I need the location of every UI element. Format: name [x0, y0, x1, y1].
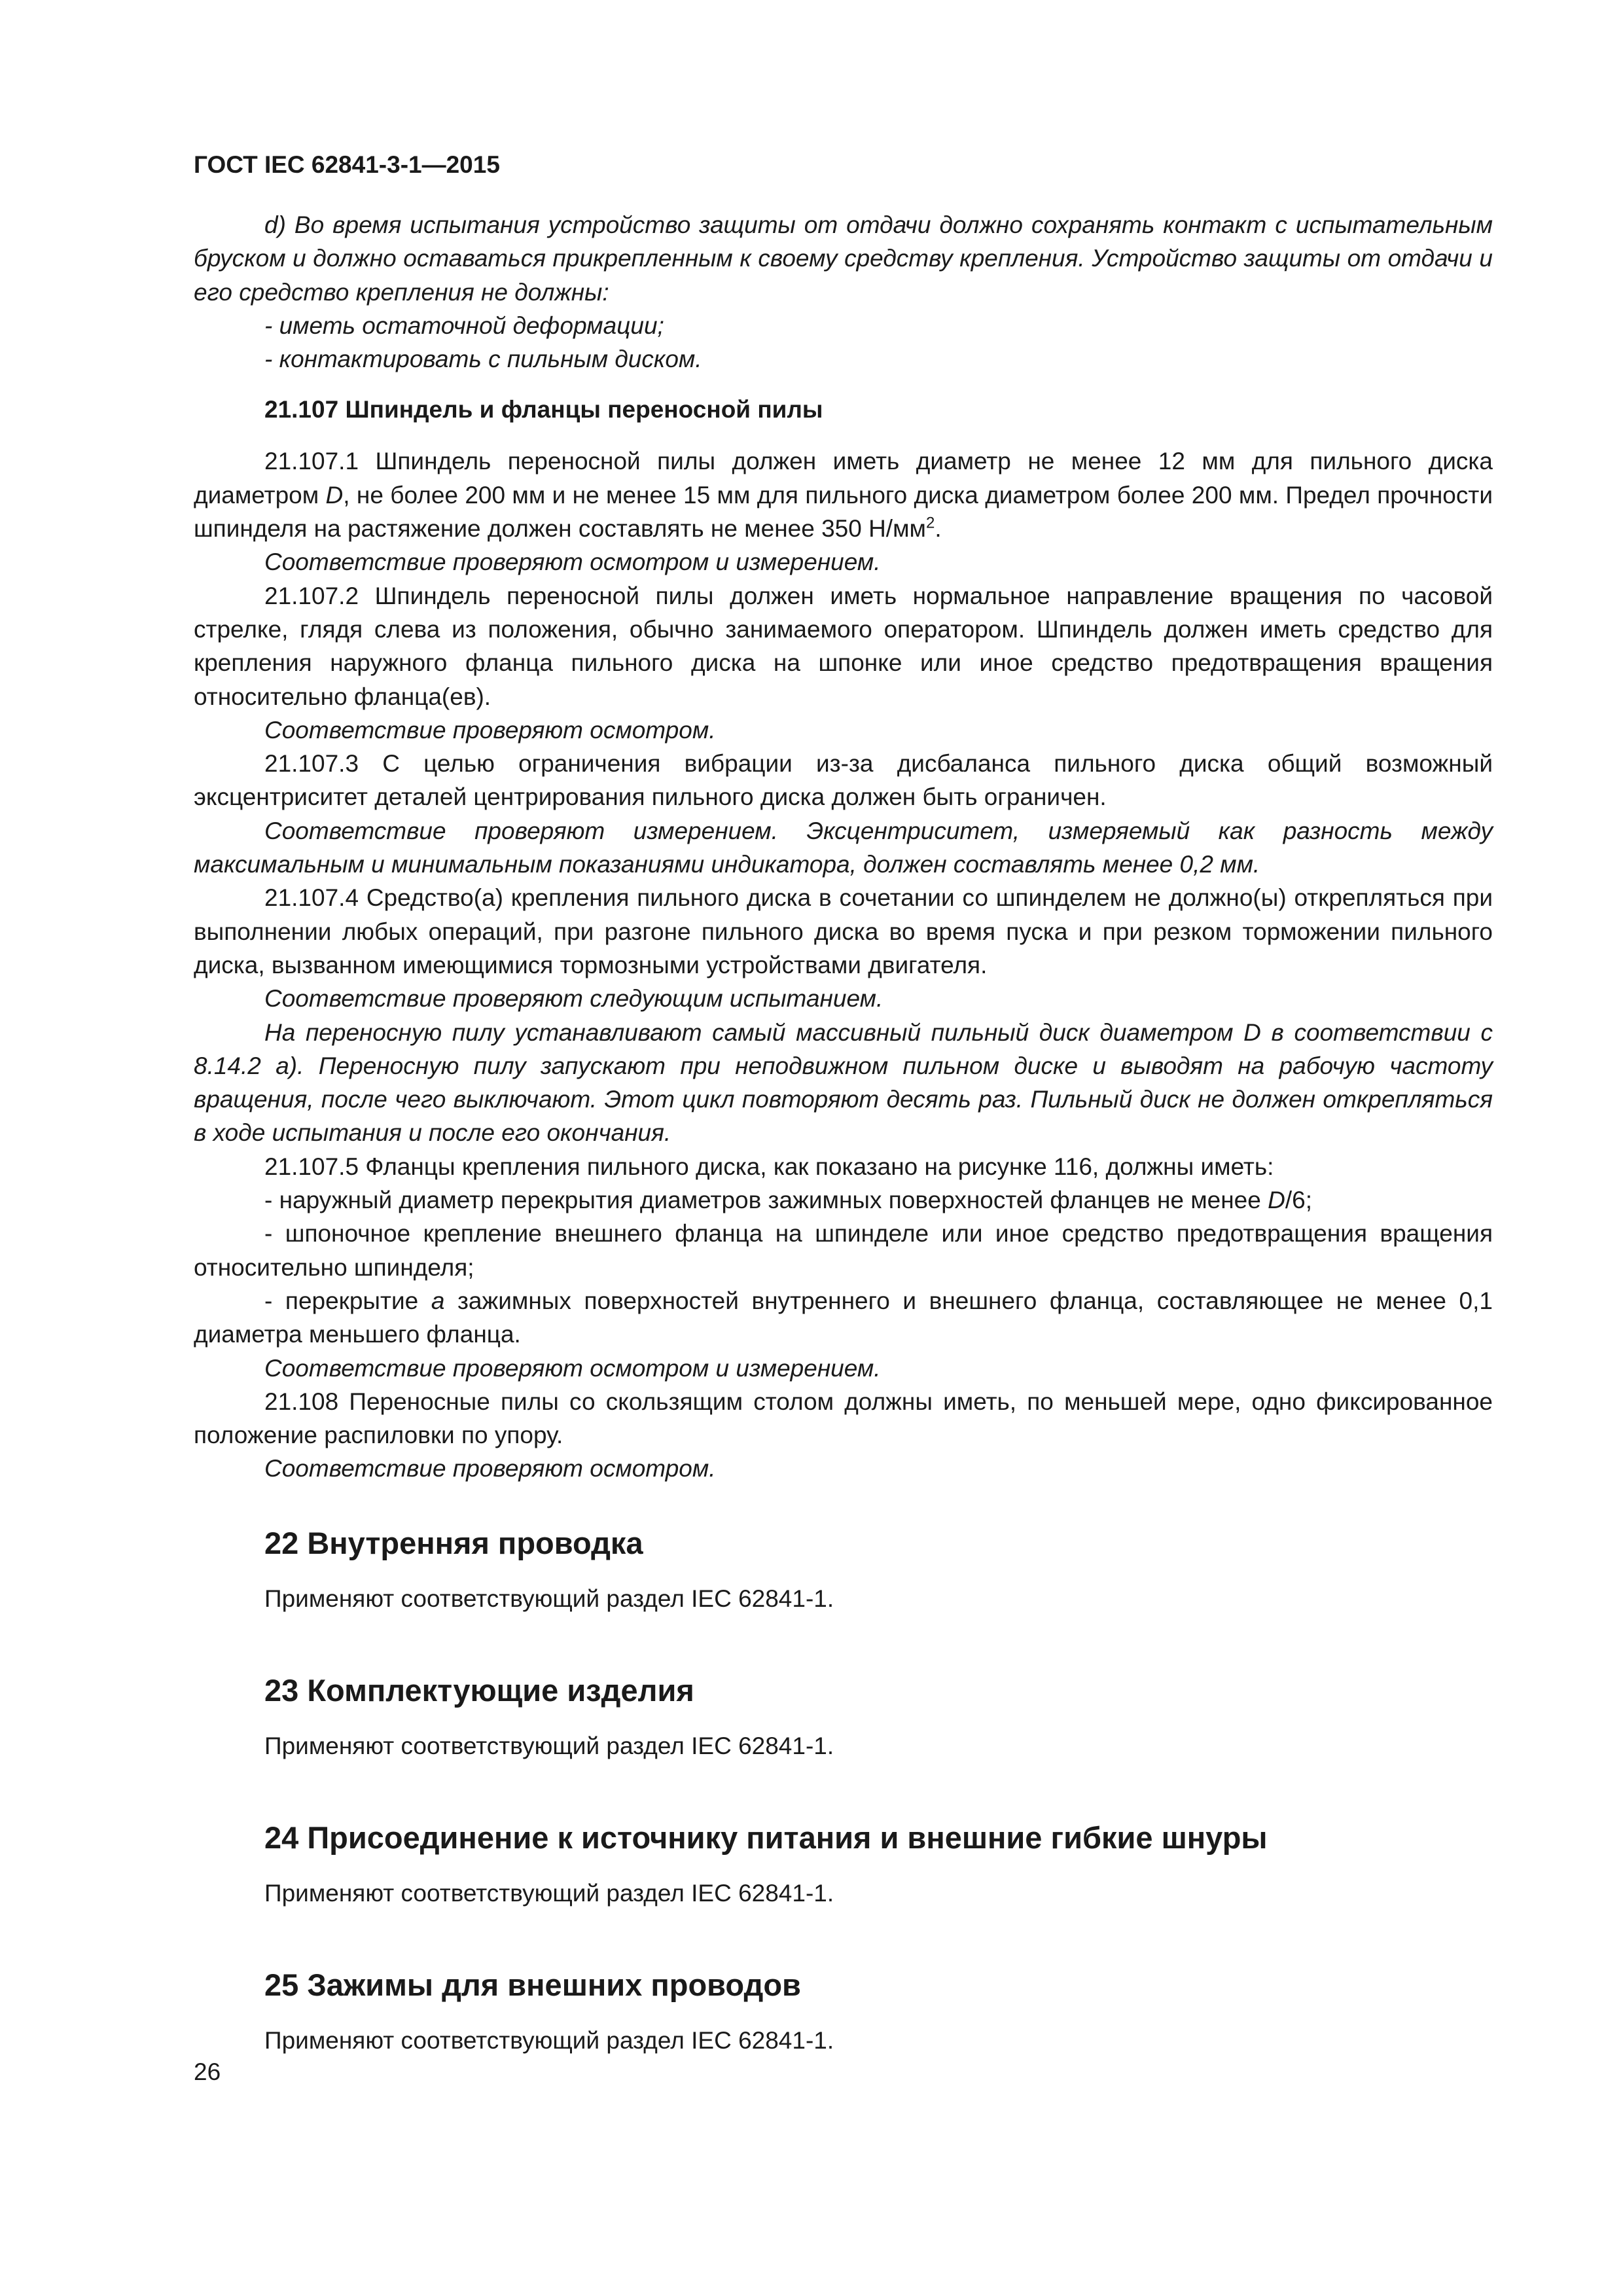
section-body-24: Применяют соответствующий раздел IEC 62841-1.: [264, 1879, 834, 1907]
section-body-25: Применяют соответствующий раздел IEC 62841-1.: [264, 2026, 834, 2054]
paragraph-21-107-3: 21.107.3 С целью ограничения вибрации из-за дисбаланса пильного диска общий возможный эксцентриситет деталей центрирования пильного диска должен быть ограничен.: [194, 750, 1493, 811]
section-title-23: 23 Комплектующие изделия: [264, 1672, 694, 1708]
paragraph-21-108: 21.108 Переносные пилы со скользящим столом должны иметь, по меньшей мере, одно фиксированное положение распиловки по упору.: [194, 1388, 1493, 1449]
item-d-bullet: - контактировать с пильным диском.: [264, 346, 702, 373]
paragraph-21-107-5: 21.107.5 Фланцы крепления пильного диска, как показано на рисунке 116, должны иметь:: [264, 1153, 1274, 1180]
compliance-check: Соответствие проверяют осмотром.: [264, 716, 716, 744]
page-number: 26: [194, 2058, 221, 2085]
paragraph-21-107-4: 21.107.4 Средство(а) крепления пильного диска в сочетании со шпинделем не должно(ы) открепляться при выполнении любых операций, при разгоне пильного диска во время пуска и при резком торможении пильного диска, вызванном имеющимися тормозными устройствами двигателя.: [194, 884, 1493, 978]
item-d-bullet: - иметь остаточной деформации;: [264, 312, 664, 339]
section-title-25: 25 Зажимы для внешних проводов: [264, 1967, 801, 2002]
section-body-23: Применяют соответствующий раздел IEC 62841-1.: [264, 1732, 834, 1759]
compliance-check: Соответствие проверяют следующим испытанием.: [264, 985, 883, 1013]
section-title-24: 24 Присоединение к источнику питания и внешние гибкие шнуры: [264, 1820, 1268, 1855]
paragraph-21-107-2: 21.107.2 Шпиндель переносной пилы должен иметь нормальное направление вращения по часовой стрелке, глядя слева из положения, обычно занимаемого оператором. Шпиндель должен иметь средство для крепления наружного фланца пильного диска на шпонке или иное средство предотвращения вращения относительно фланца(ев).: [194, 582, 1493, 710]
compliance-check: Соответствие проверяют измерением. Эксцентриситет, измеряемый как разность между максимальным и минимальным показаниями индикатора, должен составлять менее 0,2 мм.: [194, 817, 1493, 878]
compliance-check: Соответствие проверяют осмотром.: [264, 1455, 716, 1482]
section-body-22: Применяют соответствующий раздел IEC 62841-1.: [264, 1585, 834, 1612]
test-description: На переносную пилу устанавливают самый массивный пильный диск диаметром D в соответствии с 8.14.2 а). Переносную пилу запускают при неподвижном пильном диске и выводят на рабочую частоту вращения, после чего выключают. Этот цикл повторяют десять раз. Пильный диск не должен открепляться в ходе испытания и после его окончания.: [194, 1018, 1493, 1147]
list-item: - шпоночное крепление внешнего фланца на шпинделе или иное средство предотвращения вращения относительно шпинделя;: [194, 1220, 1493, 1281]
paragraph-21-107-1: 21.107.1 Шпиндель переносной пилы должен иметь диаметр не менее 12 мм для пильного диска диаметром D, не более 200 мм и не менее 15 мм для пильного диска диаметром более 200 мм. Предел прочности шпинделя на растяжение должен составлять не менее 350 $Н/мм^2$.: [194, 448, 1493, 543]
list-item: - перекрытие a зажимных поверхностей внутреннего и внешнего фланца, составляющее не менее 0,1 диаметра меньшего фланца.: [194, 1287, 1493, 1348]
document-header: ГОСТ IEC 62841-3-1—2015: [194, 151, 500, 178]
document-page: [194, 148, 1493, 2057]
clause-title-21-107: 21.107 Шпиндель и фланцы переносной пилы: [264, 396, 823, 423]
section-title-22: 22 Внутренняя проводка: [264, 1525, 643, 1560]
list-item: - наружный диаметр перекрытия диаметров зажимных поверхностей фланцев не менее D/6;: [264, 1187, 1312, 1214]
compliance-check: Соответствие проверяют осмотром и измерением.: [264, 548, 881, 576]
compliance-check: Соответствие проверяют осмотром и измерением.: [264, 1354, 881, 1382]
item-d-intro: d) Во время испытания устройство защиты от отдачи должно сохранять контакт с испытательным бруском и должно оставаться прикрепленным к своему средству крепления. Устройство защиты от отдачи и его средство крепления не должны:: [194, 211, 1493, 306]
